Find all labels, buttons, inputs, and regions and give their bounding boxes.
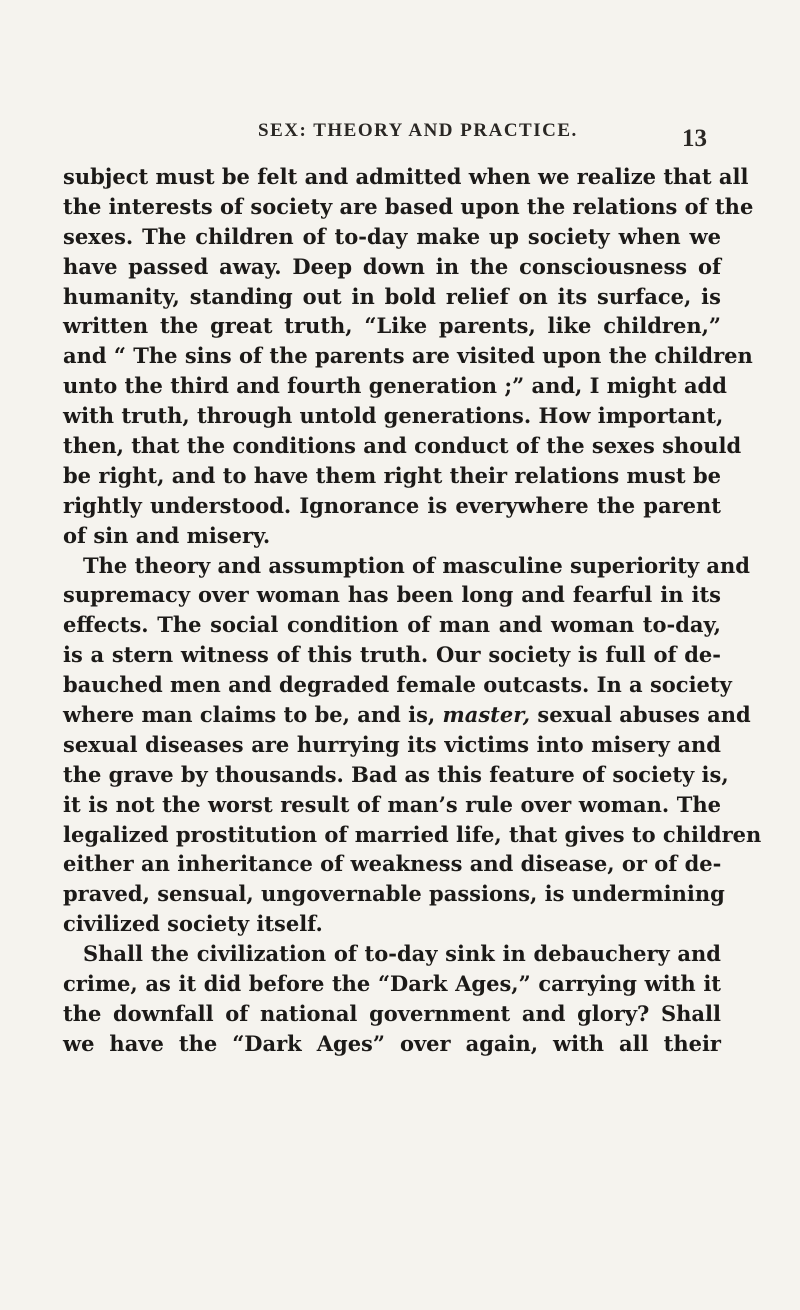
text-line: effects. The social condition of man and woman to-day, bbox=[63, 612, 721, 638]
text-line: written the great truth, “Like parents, like children,” bbox=[63, 313, 721, 339]
text-line: crime, as it did before the “Dark Ages,” carrying with it bbox=[63, 971, 721, 997]
running-head: SEX: THEORY AND PRACTICE. bbox=[258, 120, 578, 141]
text-line: legalized prostitution of married life, that gives to children bbox=[63, 821, 762, 847]
text-line: rightly understood. Ignorance is everywhere the parent bbox=[63, 492, 721, 518]
text-line: then, that the conditions and conduct of the sexes should bbox=[63, 433, 742, 459]
italic-word: master, bbox=[442, 702, 531, 728]
text-segment: sexual abuses and bbox=[530, 702, 751, 728]
text-line: sexes. The children of to-day make up society when we bbox=[63, 223, 721, 249]
text-line: supremacy over woman has been long and fearful in its bbox=[63, 582, 721, 608]
text-line: either an inheritance of weakness and disease, or of de- bbox=[63, 851, 722, 877]
text-line: have passed away. Deep down in the consciousness of bbox=[63, 253, 721, 279]
text-line: Shall the civilization of to-day sink in debauchery and bbox=[83, 941, 721, 967]
text-line: and “ The sins of the parents are visited upon the children bbox=[63, 343, 753, 369]
text-line: The theory and assumption of masculine superiority and bbox=[83, 552, 750, 578]
text-line: is a stern witness of this truth. Our society is full of de- bbox=[63, 642, 721, 668]
text-line: subject must be felt and admitted when we realize that all bbox=[63, 164, 749, 189]
text-line: humanity, standing out in bold relief on its surface, is bbox=[63, 283, 721, 309]
text-line: be right, and to have them right their relations must be bbox=[63, 462, 721, 488]
text-line: praved, sensual, ungovernable passions, is undermining bbox=[63, 881, 725, 907]
text-segment: where man claims to be, and is, bbox=[63, 702, 443, 728]
text-line: the grave by thousands. Bad as this feature of society is, bbox=[63, 761, 729, 787]
text-line: the interests of society are based upon the relations of the bbox=[63, 193, 754, 219]
text-line: we have the “Dark Ages” over again, with all their bbox=[63, 1030, 721, 1056]
text-line: the downfall of national government and glory? Shall bbox=[63, 1000, 721, 1026]
page-number: 13 bbox=[682, 125, 707, 152]
text-line: it is not the worst result of man’s rule over woman. The bbox=[63, 791, 721, 817]
text-line: unto the third and fourth generation ;” and, I might add bbox=[63, 373, 727, 399]
text-line: with truth, through untold generations. How important, bbox=[63, 403, 724, 429]
text-line: of sin and misery. bbox=[63, 522, 271, 548]
text-line: bauched men and degraded female outcasts. In a society bbox=[63, 672, 732, 698]
text-line-mixed bbox=[63, 700, 751, 730]
text-line: civilized society itself. bbox=[63, 911, 323, 937]
body-text bbox=[63, 162, 762, 1059]
text-line: sexual diseases are hurrying its victims into misery and bbox=[63, 731, 721, 757]
